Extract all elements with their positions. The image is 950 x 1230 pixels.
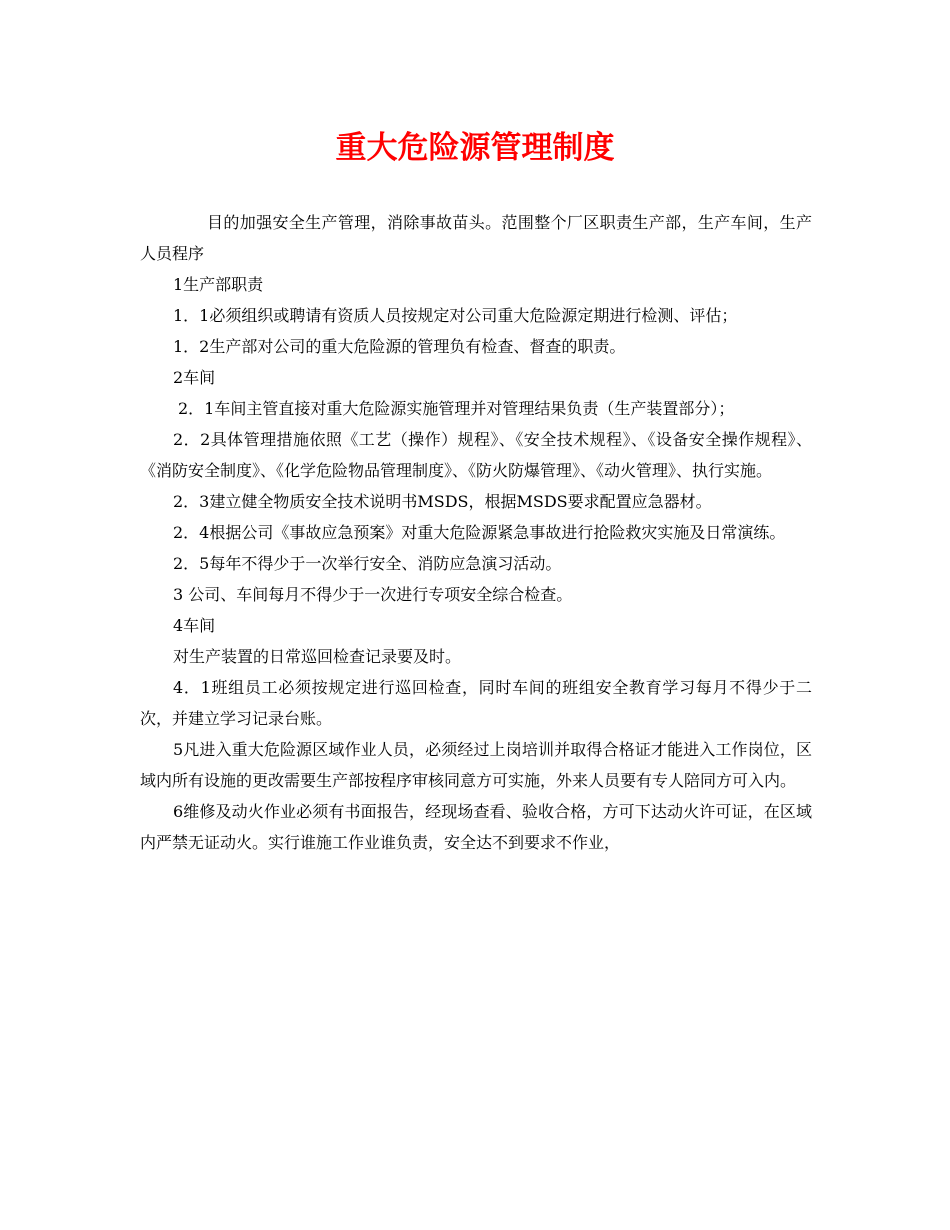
clause-1-2: 1．2生产部对公司的重大危险源的管理负有检查、督查的职责。 — [173, 337, 626, 356]
clause-6: 6维修及动火作业必须有书面报告，经现场查看、验收合格，方可下达动火许可证，在区域内严禁无证动火。实行谁施工作业谁负责，安全达不到要求不作业， — [140, 802, 812, 852]
section-heading-2: 2车间 — [173, 368, 216, 387]
document-title: 重大危险源管理制度 — [335, 130, 615, 166]
document-body — [140, 207, 812, 858]
clause-2-3: 2．3建立健全物质安全技术说明书MSDS，根据MSDS要求配置应急器材。 — [173, 492, 712, 511]
clause-1-1: 1．1必须组织或聘请有资质人员按规定对公司重大危险源定期进行检测、评估； — [173, 306, 738, 325]
clause-4-intro: 对生产装置的日常巡回检查记录要及时。 — [173, 647, 462, 666]
clause-2-4: 2．4根据公司《事故应急预案》对重大危险源紧急事故进行抢险救灾实施及日常演练。 — [173, 523, 786, 542]
clause-4-1: 4．1班组员工必须按规定进行巡回检查，同时车间的班组安全教育学习每月不得少于二次，并建立学习记录台账。 — [140, 678, 812, 728]
clause-5: 5凡进入重大危险源区域作业人员，必须经过上岗培训并取得合格证才能进入工作岗位，区域内所有设施的更改需要生产部按程序审核同意方可实施，外来人员要有专人陪同方可入内。 — [140, 740, 812, 790]
clause-2-2: 2．2具体管理措施依照《工艺（操作）规程》、《安全技术规程》、《设备安全操作规程》、《消防安全制度》、《化学危险物品管理制度》、《防火防爆管理》、《动火管理》、执行实施。 — [140, 430, 812, 480]
clause-2-1: 2．1车间主管直接对重大危险源实施管理并对管理结果负责（生产装置部分）； — [178, 399, 735, 418]
intro-paragraph: 目的加强安全生产管理，消除事故苗头。范围整个厂区职责生产部，生产车间，生产人员程序 — [140, 213, 812, 263]
section-heading-1: 1生产部职责 — [173, 275, 264, 294]
clause-2-5: 2．5每年不得少于一次举行安全、消防应急演习活动。 — [173, 554, 562, 573]
section-heading-4: 4车间 — [173, 616, 216, 635]
clause-3: 3 公司、车间每月不得少于一次进行专项安全综合检查。 — [173, 585, 573, 604]
